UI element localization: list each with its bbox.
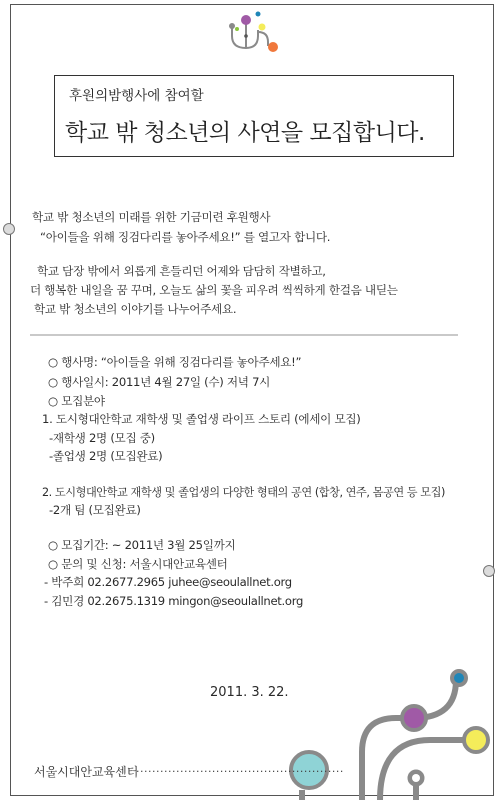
page-title: 학교 밖 청소년의 사연을 모집합니다. <box>65 120 425 146</box>
detail-line: ○ 모집분야 <box>48 394 105 408</box>
intro-line: 학교 밖 청소년의 이야기를 나누어주세요. <box>34 302 237 316</box>
title-box <box>54 75 454 157</box>
intro-line: 더 행복한 내일을 꿈 꾸며, 오늘도 삶의 꽃을 피우려 씩씩하게 한걸음 내딛는 <box>30 283 398 297</box>
section-divider <box>30 334 458 336</box>
page-subtitle: 후원의밤행사에 참여할 <box>69 88 204 104</box>
left-binder-hole-icon <box>3 223 15 235</box>
footer-organization: 서울시대안교육센터 <box>34 765 139 779</box>
detail-line: -재학생 2명 (모집 중) <box>49 431 155 445</box>
intro-line: 학교 담장 밖에서 외롭게 흔들리던 어제와 담담히 작별하고, <box>37 264 326 278</box>
detail-line: ○ 행사일시: 2011년 4월 27일 (수) 저녁 7시 <box>48 375 271 389</box>
detail-line: ○ 모집기간: ~ 2011년 3월 25일까지 <box>48 538 236 552</box>
detail-line: ○ 문의 및 신청: 서울시대안교육센터 <box>48 557 228 571</box>
document-date: 2011. 3. 22. <box>210 685 289 700</box>
circle-purple-icon <box>402 706 426 730</box>
contact-line: - 김민경 02.2675.1319 mingon@seoulallnet.org <box>44 594 304 608</box>
circle-blue-icon <box>452 671 466 685</box>
circuit-decoration <box>302 680 476 800</box>
circle-gray-inner-icon <box>412 774 420 782</box>
circle-yellow-icon <box>464 728 488 752</box>
detail-line: -졸업생 2명 (모집완료) <box>49 449 163 463</box>
detail-line: 2. 도시형대안학교 재학생 및 졸업생의 다양한 형태의 공연 (합창, 연주, 몸공연 등 모집) <box>42 486 445 499</box>
right-binder-hole-icon <box>483 565 495 577</box>
footer-signature-dots: .................................................... <box>136 762 344 775</box>
detail-line: 1. 도시형대안학교 재학생 및 졸업생 라이프 스토리 (에세이 모집) <box>42 412 361 426</box>
detail-line: -2개 팀 (모집완료) <box>49 503 141 517</box>
logo-icon <box>229 12 278 53</box>
intro-line: 학교 밖 청소년의 미래를 위한 기금미련 후원행사 <box>32 210 271 224</box>
detail-line: ○ 행사명: “아이들을 위해 징검다리를 놓아주세요!” <box>48 355 302 369</box>
contact-line: - 박주희 02.2677.2965 juhee@seoulallnet.org <box>44 575 292 589</box>
intro-line: “아이들을 위해 징검다리를 놓아주세요!” 를 열고자 합니다. <box>40 230 331 244</box>
